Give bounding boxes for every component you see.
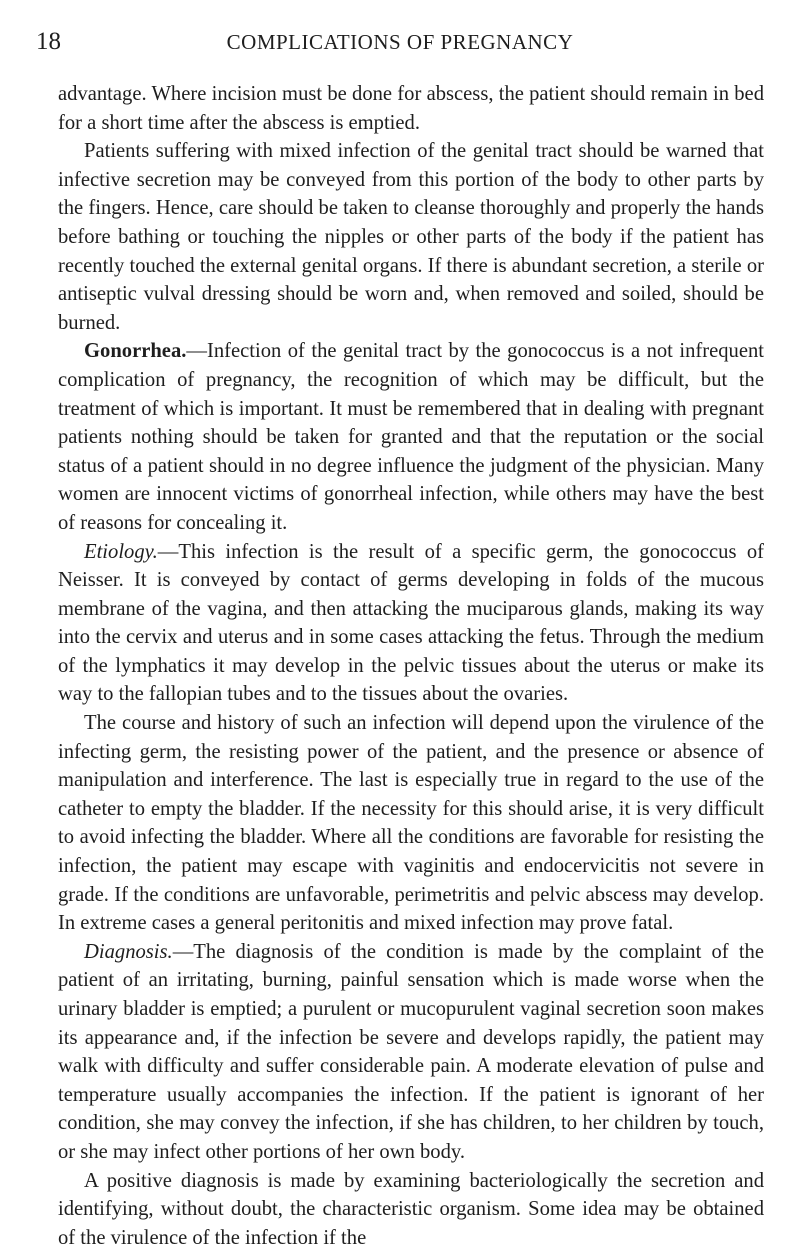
paragraph [58, 938, 764, 1167]
page-number: 18 [36, 28, 61, 55]
section-heading-gonorrhea: Gonorrhea. [84, 340, 187, 363]
paragraph-text: A positive diagnosis is made by examining bacteriologically the secretion and identifying, without doubt, the characteristic organism. Some idea may be obtained of the virulence of the infection if the [58, 1169, 764, 1249]
paragraph [58, 80, 764, 137]
paragraph [58, 337, 764, 537]
paragraph-text: —This infection is the result of a specific germ, the gonococcus of Neisser. It is conveyed by contact of germs developing in folds of the mucous membrane of the vagina, and then attacking the muciparous glands, making its way into the cervix and uterus and in some cases attacking the fetus. Through the medium of the lymphatics it may develop in the pelvic tissues about the uterus or make its way to the fallopian tubes and to the tissues about the ovaries. [58, 540, 764, 706]
page-header [36, 28, 764, 62]
paragraph [58, 137, 764, 337]
paragraph [58, 538, 764, 710]
running-head: COMPLICATIONS OF PREGNANCY [226, 30, 574, 54]
paragraph-text: advantage. Where incision must be done for abscess, the patient should remain in bed for a short time after the abscess is emptied. [58, 83, 764, 134]
body-text [58, 80, 764, 1252]
paragraph [58, 709, 764, 938]
subheading-etiology: Etiology. [84, 540, 158, 563]
paragraph-text: —Infection of the genital tract by the gonococcus is a not infrequent complication of pregnancy, the recognition of which may be difficult, but the treatment of which is important. It must be remembered that in dealing with pregnant patients nothing should be taken for granted and that the reputation or the social status of a patient should in no degree influence the judgment of the physician. Many women are innocent victims of gonorrheal infection, while others may have the best of reasons for concealing it. [58, 340, 764, 534]
subheading-diagnosis: Diagnosis. [84, 940, 173, 963]
paragraph-text: —The diagnosis of the condition is made by the complaint of the patient of an irritating, burning, painful sensation which is made worse when the urinary bladder is emptied; a purulent or mucopurulent vaginal secretion soon makes its appearance and, if the infection be severe and develops rapidly, the patient may walk with difficulty and suffer considerable pain. A moderate elevation of pulse and temperature usually accompanies the infection. If the patient is ignorant of her condition, she may convey the infection, if she has children, to her children by touch, or she may infect other portions of her own body. [58, 940, 764, 1163]
paragraph [58, 1167, 764, 1253]
paragraph-text: The course and history of such an infection will depend upon the virulence of the infecting germ, the resisting power of the patient, and the presence or absence of manipulation and interference. The last is especially true in regard to the use of the catheter to empty the bladder. If the necessity for this should arise, it is very difficult to avoid infecting the bladder. Where all the conditions are favorable for resisting the infection, the patient may escape with vaginitis and endocervicitis not severe in grade. If the conditions are unfavorable, perimetritis and pelvic abscess may develop. In extreme cases a general peritonitis and mixed infection may prove fatal. [58, 712, 764, 935]
paragraph-text: Patients suffering with mixed infection of the genital tract should be warned that infective secretion may be conveyed from this portion of the body to other parts by the fingers. Hence, care should be taken to cleanse thoroughly and properly the hands before bathing or touching the nipples or other parts of the body if the patient has recently touched the external genital organs. If there is abundant secretion, a sterile or antiseptic vulval dressing should be worn and, when removed and soiled, should be burned. [58, 140, 764, 334]
